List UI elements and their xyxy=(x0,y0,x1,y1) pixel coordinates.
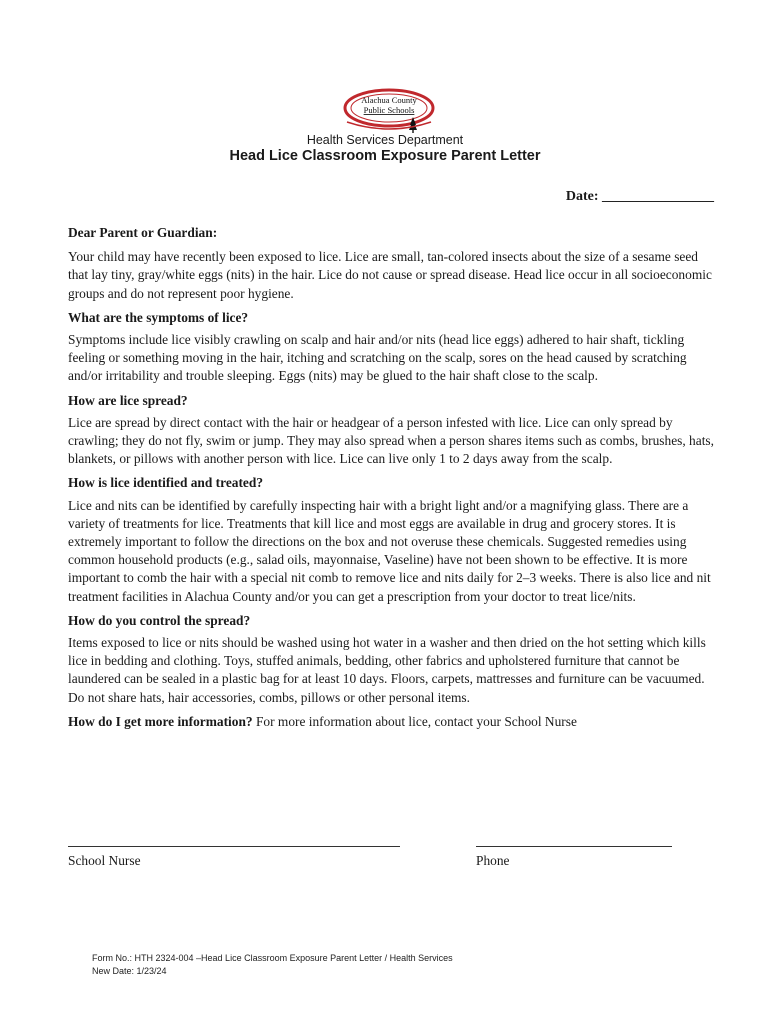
date-field: Date: ________________ xyxy=(565,189,714,204)
letter-body xyxy=(68,224,718,737)
phone-label: Phone xyxy=(476,853,510,868)
info-heading: How do I get more information? xyxy=(68,713,253,729)
school-district-logo xyxy=(343,86,435,134)
school-nurse-signature xyxy=(68,846,400,869)
phone-line xyxy=(476,846,672,847)
page-title: Head Lice Classroom Exposure Parent Letter xyxy=(229,148,541,164)
intro-paragraph: Your child may have recently been exposed to lice. Lice are small, tan-colored insects about the size of a sesame seed that lay tiny, gray/white eggs (nits) in the hair. Lice do not cause or spread disease. Head lice occur in all socioeconomic groups and do not represent poor hygiene. xyxy=(68,249,712,301)
signature-line xyxy=(68,846,400,847)
logo-text-line2: Public Schools xyxy=(363,105,415,115)
symptoms-heading: What are the symptoms of lice? xyxy=(68,309,249,325)
identify-heading: How is lice identified and treated? xyxy=(68,475,264,491)
info-text: For more information about lice, contact your School Nurse xyxy=(252,713,577,729)
form-footer xyxy=(92,952,453,978)
identify-paragraph: Lice and nits can be identified by carefully inspecting hair with a bright light and/or a magnifying glass. There are a variety of treatments for lice. Treatments that kill lice and most eggs are available in drug and grocery stores. It is extremely important to follow the directions on the box and not overuse these chemicals. Suggested remedies using common household products (e.g., salad oils, mayonnaise, Vaseline) have not been shown to be effective. It is more important to comb the hair with a special nit comb to remove lice and nits daily for 2–3 weeks. There is also lice and nit treatment facilities in Alachua County and/or you can get a prescription from your doctor to treat lice/nits. xyxy=(68,497,711,604)
control-heading: How do you control the spread? xyxy=(68,612,251,628)
control-paragraph: Items exposed to lice or nits should be washed using hot water in a washer and then dried on the hot setting which kills lice in bedding and clothing. Toys, stuffed animals, bedding, other fabrics and upholstered furniture that cannot be laundered can be sealed in a plastic bag for at least 10 days. Floors, carpets, mattresses and furniture can be vacuumed. Do not share hats, hair accessories, combs, pillows or other personal items. xyxy=(68,635,706,705)
info-paragraph xyxy=(68,713,718,731)
department-name: Health Services Department xyxy=(306,133,464,147)
logo-text-line1: Alachua County xyxy=(361,95,417,105)
form-number: Form No.: HTH 2324-004 –Head Lice Classroom Exposure Parent Letter / Health Services xyxy=(92,953,453,963)
salutation: Dear Parent or Guardian: xyxy=(68,225,218,240)
form-new-date: New Date: 1/23/24 xyxy=(92,966,167,976)
phone-signature xyxy=(476,846,672,869)
symptoms-paragraph: Symptoms include lice visibly crawling on scalp and hair and/or nits (head lice eggs) adhered to hair shaft, tickling feeling or something moving in the hair, itching and scratching on the scalp, sores on the head caused by scratching and/or irritability and trouble sleeping. Eggs (nits) may be glued to the hair shaft close to the scalp. xyxy=(68,332,687,384)
spread-heading: How are lice spread? xyxy=(68,392,188,408)
school-nurse-label: School Nurse xyxy=(68,853,141,868)
spread-paragraph: Lice are spread by direct contact with the hair or headgear of a person infested with lice. Lice can only spread by crawling; they do not fly, swim or jump. They may also spread when a person shares items such as combs, brushes, hats, blankets, or pillows with another person with lice. Lice can live only 1 to 2 days away from the scalp. xyxy=(68,414,714,467)
